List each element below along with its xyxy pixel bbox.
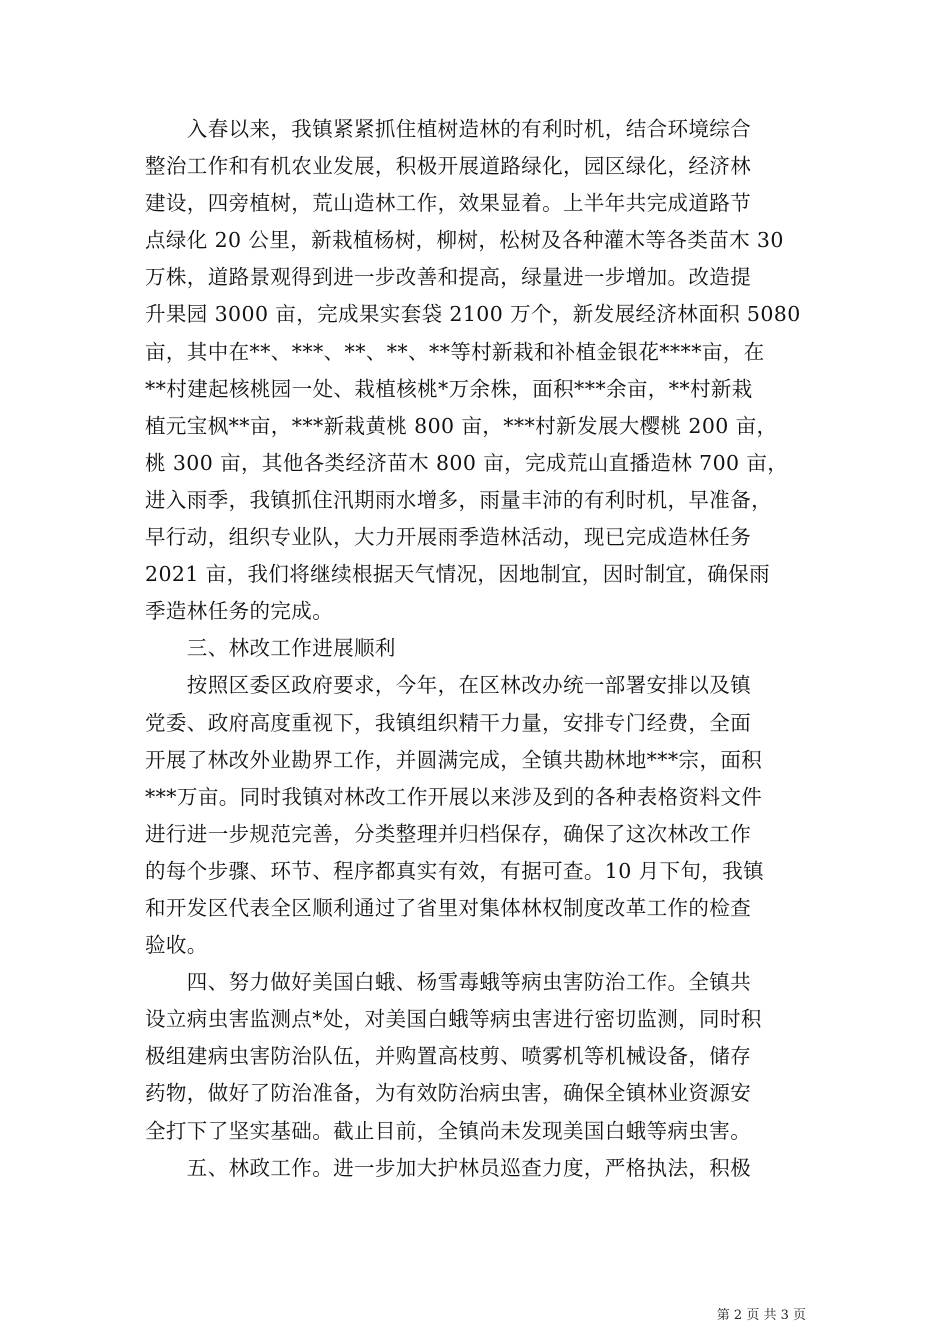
text-line: 早行动，组织专业队，大力开展雨季造林活动，现已完成造林任务: [145, 525, 752, 550]
text-line: 的每个步骤、环节、程序都真实有效，有据可查。10 月下旬，我镇: [145, 858, 764, 883]
text-line: 万株，道路景观得到进一步改善和提高，绿量进一步增加。改造提: [145, 265, 752, 290]
text-line: ***万亩。同时我镇对林改工作开展以来涉及到的各种表格资料文件: [145, 784, 763, 809]
text-line: 按照区委区政府要求，今年，在区林改办统一部署安排以及镇: [145, 673, 752, 698]
text-line: 药物，做好了防治准备，为有效防治病虫害，确保全镇林业资源安: [145, 1081, 752, 1106]
section-heading: 五、林政工作。进一步加大护林员巡查力度，严格执法，积极: [145, 1155, 752, 1180]
text-line: 进入雨季，我镇抓住汛期雨水增多，雨量丰沛的有利时机，早准备，: [145, 487, 772, 512]
text-line: 季造林任务的完成。: [145, 599, 334, 624]
text-line: 2021 亩，我们将继续根据天气情况，因地制宜，因时制宜，确保雨: [145, 562, 770, 587]
text-line: 极组建病虫害防治队伍，并购置高枝剪、喷雾机等机械设备，储存: [145, 1044, 752, 1069]
text-line: 桃 300 亩，其他各类经济苗木 800 亩，完成荒山直播造林 700 亩，: [145, 450, 789, 475]
text-line: 植元宝枫**亩，***新栽黄桃 800 亩，***村新发展大樱桃 200 亩，: [145, 413, 778, 438]
section-heading: 四、努力做好美国白蛾、杨雪毒蛾等病虫害防治工作。全镇共: [145, 970, 752, 995]
text-line: 设立病虫害监测点*处，对美国白蛾等病虫害进行密切监测，同时积: [145, 1007, 762, 1032]
text-line: 升果园 3000 亩，完成果实套袋 2100 万个，新发展经济林面积 5080: [145, 302, 801, 327]
text-line: 建设，四旁植树，荒山造林工作，效果显着。上半年共完成道路节: [145, 191, 752, 216]
text-line: 亩，其中在**、***、**、**、**等村新栽和补植金银花****亩，在: [145, 339, 765, 364]
document-body: [145, 111, 825, 1187]
section-heading: 三、林改工作进展顺利: [145, 636, 396, 661]
text-line: 党委、政府高度重视下，我镇组织精干力量，安排专门经费，全面: [145, 710, 752, 735]
text-line: 和开发区代表全区顺利通过了省里对集体林权制度改革工作的检查: [145, 895, 752, 920]
page-number: 第 2 页 共 3 页: [716, 1308, 806, 1323]
text-line: 全打下了坚实基础。截止目前，全镇尚未发现美国白蛾等病虫害。: [145, 1118, 752, 1143]
text-line: 开展了林改外业勘界工作，并圆满完成，全镇共勘林地***宗，面积: [145, 747, 763, 772]
text-line: 整治工作和有机农业发展，积极开展道路绿化，园区绿化，经济林: [145, 154, 752, 179]
text-line: 进行进一步规范完善，分类整理并归档保存，确保了这次林改工作: [145, 821, 752, 846]
text-line: 入春以来，我镇紧紧抓住植树造林的有利时机，结合环境综合: [145, 117, 752, 141]
text-line: 验收。: [145, 933, 208, 958]
text-line: **村建起核桃园一处、栽植核桃*万余株，面积***余亩，**村新栽: [145, 376, 753, 401]
text-line: 点绿化 20 公里，新栽植杨树，柳树，松树及各种灌木等各类苗木 30: [145, 228, 784, 253]
